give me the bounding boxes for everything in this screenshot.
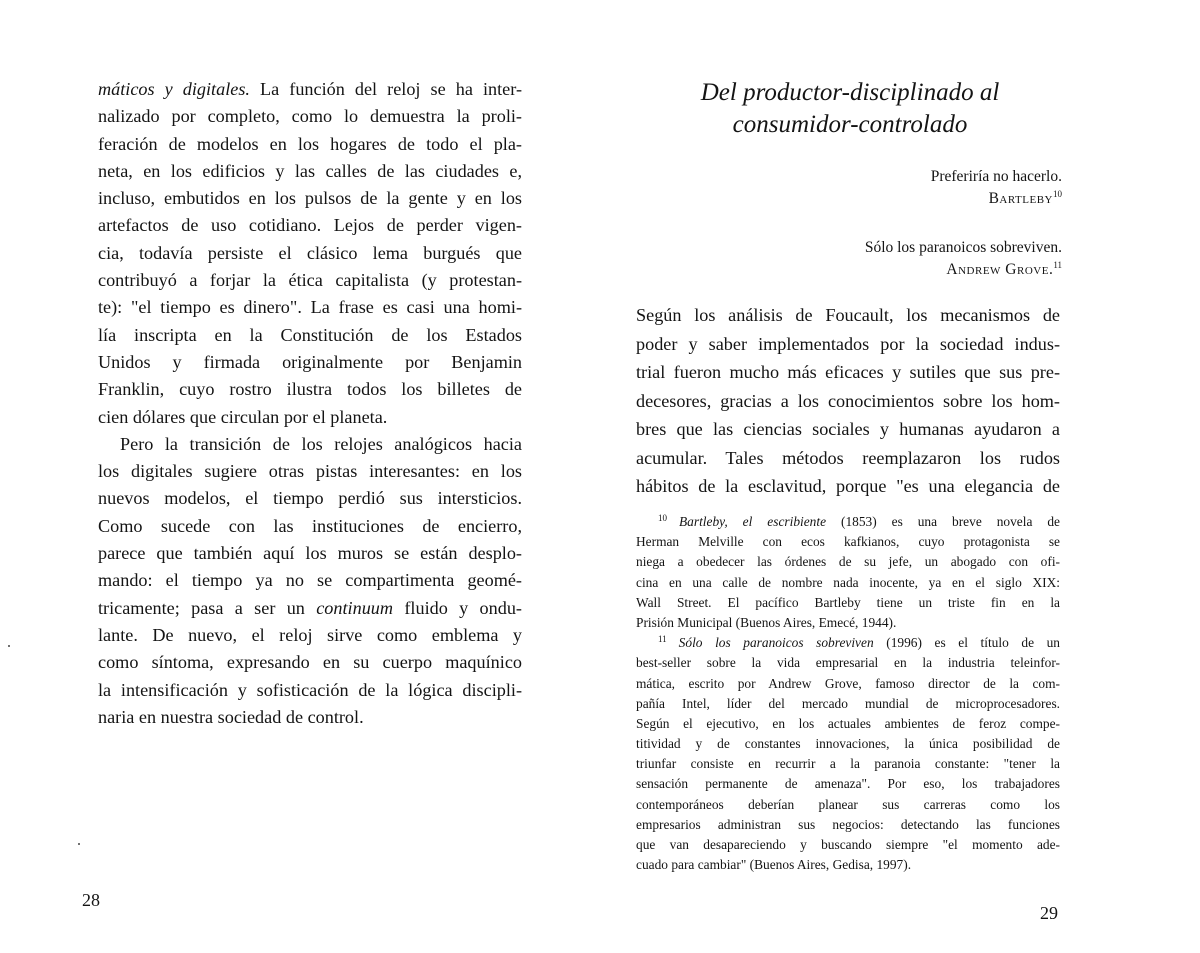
text-run: triunfar consiste en recurrir a la paranoia constante: "tener la [636,756,1060,772]
footnote-line [636,835,1060,855]
text-line [98,485,522,512]
footnotes [636,512,1060,875]
text-run: empresarios administran sus negocios: detectando las funciones [636,816,1060,832]
text-line: hábitos de la esclavitud, porque "es una elegancia de [636,476,1060,496]
footnote-line [636,855,1060,875]
text-line [98,513,522,540]
page-number-left: 28 [82,890,100,910]
footnote-line [636,714,1060,734]
footnote-line [636,633,1060,653]
text-run: fluido y ondu- [393,597,522,618]
footnote-line [636,674,1060,694]
text-line [98,567,522,594]
text-run: cien dólares que circulan por el planeta. [98,406,388,427]
text-run: tricamente; pasa a ser un [98,597,317,618]
text-line [98,76,522,103]
text-line [98,677,522,704]
text-run: cia, todavía persiste el clásico lema burgués que [98,242,522,263]
epigraph [931,166,1062,210]
footnote-line [636,734,1060,754]
text-run: Como sucede con las instituciones de encierro, [98,515,522,536]
text-run: nuevos modelos, el tiempo perdió sus intersticios. [98,488,522,509]
epigraph [865,237,1062,281]
italic-text: continuum [316,597,394,618]
footnote-line [636,653,1060,673]
text-line [98,704,522,731]
text-run: pañía Intel, líder del mercado mundial de microprocesadores. [636,695,1060,711]
text-line [98,404,522,431]
text-line: decesores, gracias a los conocimientos sobre los hom- [636,390,1060,411]
text-run: contemporáneos deberían planear sus carreras como los [636,796,1060,812]
text-line [98,103,522,130]
chapter-title [680,77,1020,141]
footnote-line [636,754,1060,774]
text-run: la intensificación y sofisticación de la lógica discipli- [98,679,522,700]
text-line [98,595,522,622]
text-run: Wall Street. El pacífico Bartleby tiene un triste fin en la [636,594,1060,610]
scan-speck [78,843,80,845]
text-run: best-seller sobre la vida empresarial en la industria teleinfor- [636,655,1060,671]
text-line [98,649,522,676]
text-run: cuado para cambiar" (Buenos Aires, Gedisa, 1997). [636,857,912,873]
text-run: nalizado por completo, como lo demuestra la proli- [98,106,522,127]
footnote-ref: 10 [1053,188,1062,199]
italic-text: máticos y digitales. [98,79,250,99]
text-run: mática, escrito por Andrew Grove, famoso director de la com- [636,675,1060,691]
footnote-ref: 11 [1053,259,1062,270]
page-number-right: 29 [1040,903,1058,923]
text-line: poder y saber implementados por la sociedad indus- [636,333,1060,354]
text-line [98,458,522,485]
footnote-line [636,694,1060,714]
footnote-line [636,593,1060,613]
italic-text: Bartleby, el escribiente [679,514,827,529]
text-run: (1853) es una breve novela de [826,514,1060,529]
footnote-line [636,552,1060,572]
footnote-line [636,573,1060,593]
text-line [98,622,522,649]
text-run: naria en nuestra sociedad de control. [98,706,364,727]
text-line [98,294,522,321]
text-run: Pero la transición de los relojes analógicos hacia [120,433,522,454]
footnote-line [636,613,1060,633]
text-run: Unidos y firmada originalmente por Benjamin [98,351,522,372]
footnote-number: 11 [658,633,667,644]
text-run: parece que también aquí los muros se están desplo- [98,543,522,564]
text-run: artefactos de uso cotidiano. Lejos de perder vigen- [98,215,522,236]
text-run: lante. De nuevo, el reloj sirve como emblema y [98,624,522,645]
text-run: Herman Melville con ecos kafkianos, cuyo protagonista se [636,534,1060,550]
text-run: La función del reloj se ha inter- [249,79,522,99]
text-line [98,540,522,567]
text-run: feración de modelos en los hogares de todo el pla- [98,133,522,154]
text-line: trial fueron mucho más eficaces y sutiles que sus pre- [636,362,1060,382]
right-body-text [636,301,1060,501]
text-line [98,322,522,349]
footnote-number: 10 [658,512,667,523]
text-line [98,185,522,212]
text-run: cina en una calle de nombre nada inocente, ya en el siglo XIX: [636,574,1060,590]
text-line [98,131,522,158]
footnote-line [636,795,1060,815]
chapter-title-line: consumidor-controlado [732,111,968,138]
footnote-line [636,774,1060,794]
text-run: mando: el tiempo ya no se compartimenta geomé- [98,570,522,591]
text-run: lía inscripta en la Constitución de los Estados [98,324,522,345]
text-line: Según los análisis de Foucault, los mecanismos de [636,305,1060,325]
text-line [98,212,522,239]
footnote-line [636,532,1060,552]
epigraph-quote: Sólo los paranoicos sobreviven. [864,239,1062,256]
text-run: sensación permanente de amenaza". Por eso, los trabajadores [636,776,1060,792]
text-run: niega a obedecer las órdenes de su jefe, un abogado con ofi- [636,554,1060,570]
footnote-line [636,815,1060,835]
text-line [98,267,522,294]
epigraph-quote: Preferiría no hacerlo. [930,168,1062,185]
left-body-text [98,76,522,731]
text-line [98,158,522,185]
text-run: Según el ejecutivo, en los actuales ambientes de feroz compe- [636,715,1060,731]
italic-text: Sólo los paranoicos sobreviven [678,635,874,651]
text-run: los digitales sugiere otras pistas interesantes: en los [98,461,522,482]
scan-speck [8,645,10,647]
text-run: Prisión Municipal (Buenos Aires, Emecé, 1944). [636,614,897,630]
text-run: te): "el tiempo es dinero". La frase es casi una homi- [98,297,522,318]
text-run: (1996) es el título de un [873,635,1060,651]
text-run: neta, en los edificios y las calles de las ciudades e, [98,160,522,181]
footnote-line [636,512,1060,532]
text-line [98,431,522,458]
text-line [98,240,522,267]
text-run: como síntoma, expresando en su cuerpo maquínico [98,652,522,673]
text-run: titividad y de constantes innovaciones, la única posibilidad de [636,736,1060,752]
text-line [98,349,522,376]
text-line [98,376,522,403]
text-run: que van desapareciendo y buscando siempre "el momento ade- [636,837,1060,852]
text-line: acumular. Tales métodos reemplazaron los rudos [636,447,1060,468]
epigraph-author: Andrew Grove. [946,261,1054,278]
text-run: incluso, embutidos en los pulsos de la gente y en los [98,188,522,209]
chapter-title-line: Del productor-disciplinado al [700,79,1000,106]
right-page [600,0,1200,953]
text-run: contribuyó a forjar la ética capitalista (y protestan- [98,270,522,291]
text-line: bres que las ciencias sociales y humanas ayudaron a [636,419,1060,439]
epigraph-author: Bartleby [988,190,1053,207]
text-run: Franklin, cuyo rostro ilustra todos los billetes de [98,379,522,400]
